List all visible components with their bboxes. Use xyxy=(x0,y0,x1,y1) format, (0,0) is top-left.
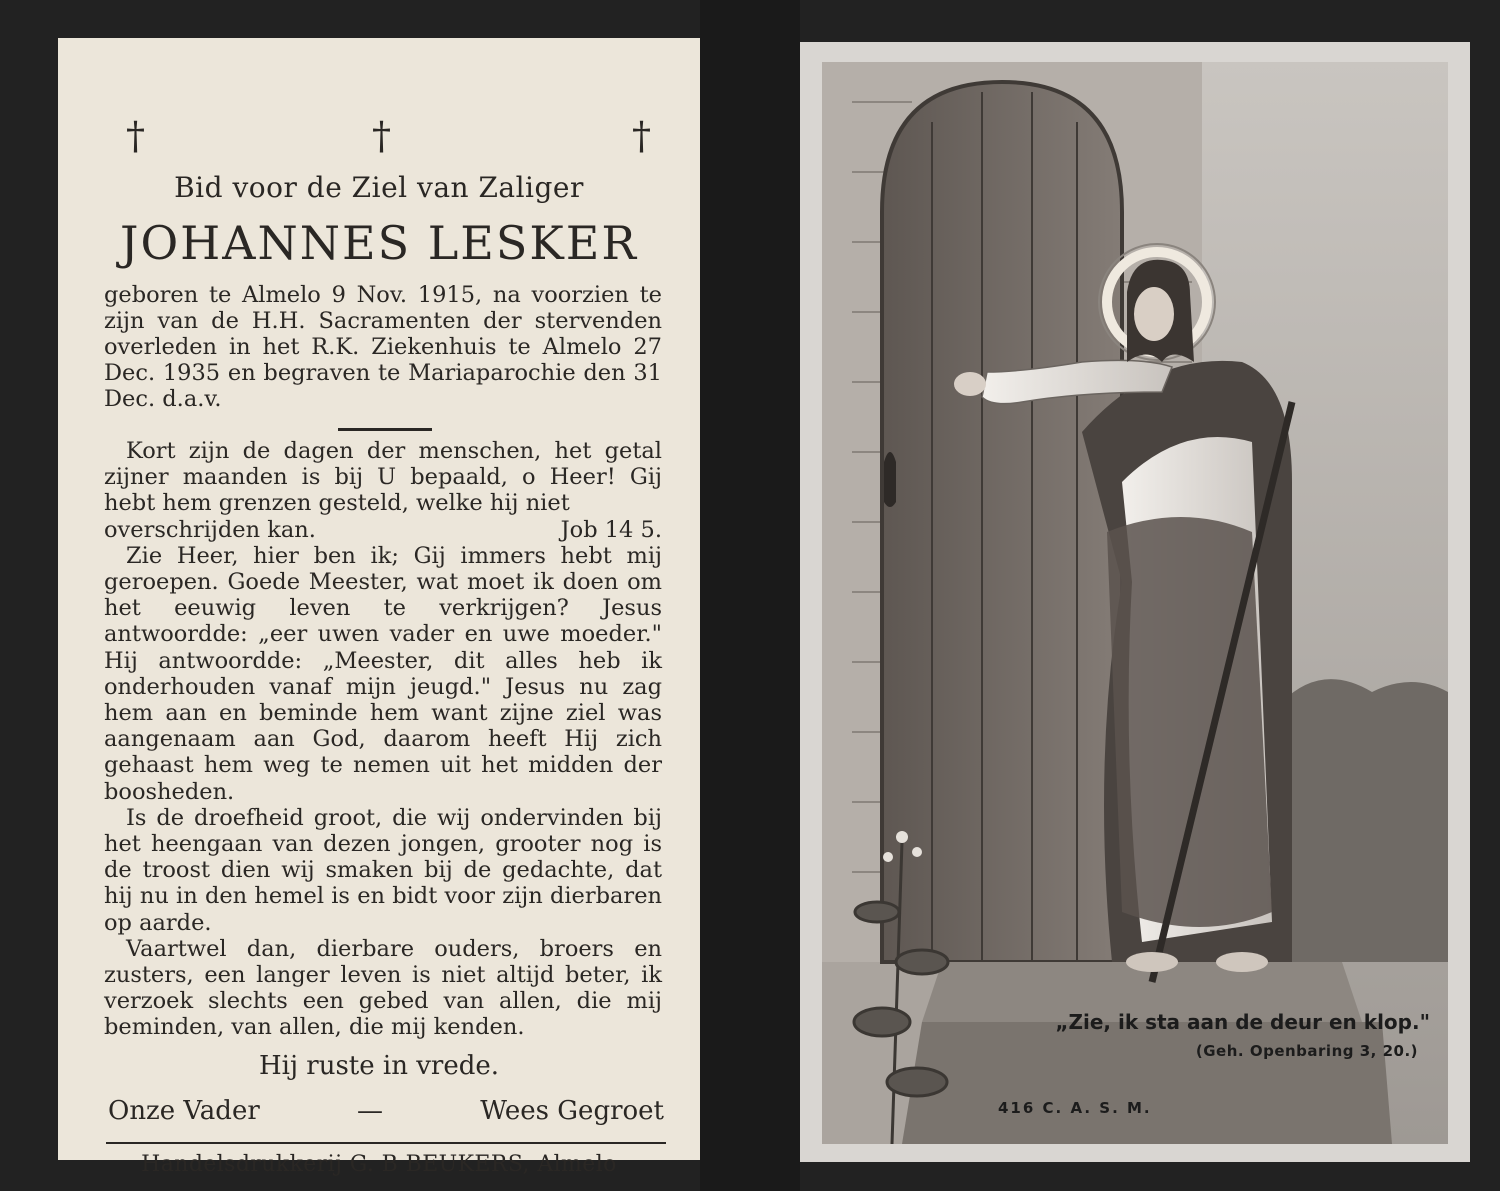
verse-ref-line xyxy=(104,517,662,543)
cross-icon: † xyxy=(126,114,145,158)
prayer-hail-mary: Wees Gegroet xyxy=(480,1096,664,1126)
verse-paragraph-4: Vaartwel dan, dierbare ouders, broers en zusters, een langer leven is niet altijd beter, ik verzoek slechts een gebed van allen, die mij beminden, van allen, die mij kenden. xyxy=(104,935,662,1041)
printer-credit: Handelsdrukkerij G. B BEUKERS, Almelo xyxy=(141,1152,617,1177)
prayer-separator: — xyxy=(357,1096,384,1126)
illustration-caption: „Zie, ik sta aan de deur en klop." xyxy=(1055,1010,1430,1034)
footer-divider xyxy=(106,1142,666,1144)
cross-icon: † xyxy=(372,114,391,158)
prayer-our-father: Onze Vader xyxy=(108,1096,260,1126)
pray-heading: Bid voor de Ziel van Zaliger xyxy=(174,171,584,204)
plate-number: 416 C. A. S. M. xyxy=(998,1099,1152,1117)
crosses-row xyxy=(58,116,700,156)
bible-reference: Job 14 5. xyxy=(560,516,662,543)
deceased-name: JOHANNES LESKER xyxy=(120,216,638,270)
biography-text: geboren te Almelo 9 Nov. 1915, na voorzien te zijn van de H.H. Sacramenten der stervenden overleden in het R.K. Ziekenhuis te Almelo 27 Dec. 1935 en begraven te Mariaparochie den 31 Dec. d.a.v. xyxy=(104,282,662,412)
memorial-text-panel xyxy=(58,38,700,1177)
short-divider xyxy=(338,428,432,431)
verse-paragraph-3: Is de droefheid groot, die wij ondervinden bij het heengaan van dezen jongen, grooter nog is de troost dien wij smaken bij de gedachte, dat hij nu in den hemel is en bidt voor zijn dierbaren op aarde. xyxy=(104,804,662,936)
verse-1-end: overschrijden kan. xyxy=(104,516,316,543)
prayers-line xyxy=(108,1096,664,1126)
verse-paragraph-2: Zie Heer, hier ben ik; Gij immers hebt mij geroepen. Goede Meester, wat moet ik doen om het eeuwig leven te verkrijgen? Jesus antwoordde: „eer uwen vader en uwe moeder." Hij antwoordde: „Meester, dit alles heb ik onderhouden vanaf mijn jeugd." Jesus nu zag hem aan en beminde hem want zijne ziel was aangenaam aan God, daarom heeft Hij zich gehaast hem weg te nemen uit het midden der boosheden. xyxy=(104,542,662,805)
card-fold xyxy=(700,0,800,1191)
verse-text xyxy=(104,438,662,1041)
rest-in-peace: Hij ruste in vrede. xyxy=(258,1051,500,1081)
verse-paragraph-1: Kort zijn de dagen der menschen, het getal zijner maanden is bij U bepaald, o Heer! Gij hebt hem grenzen gesteld, welke hij niet xyxy=(104,438,662,517)
caption-reference: (Geh. Openbaring 3, 20.) xyxy=(1195,1042,1418,1060)
cross-icon: † xyxy=(632,114,651,158)
christ-at-door-illustration xyxy=(822,62,1448,1144)
